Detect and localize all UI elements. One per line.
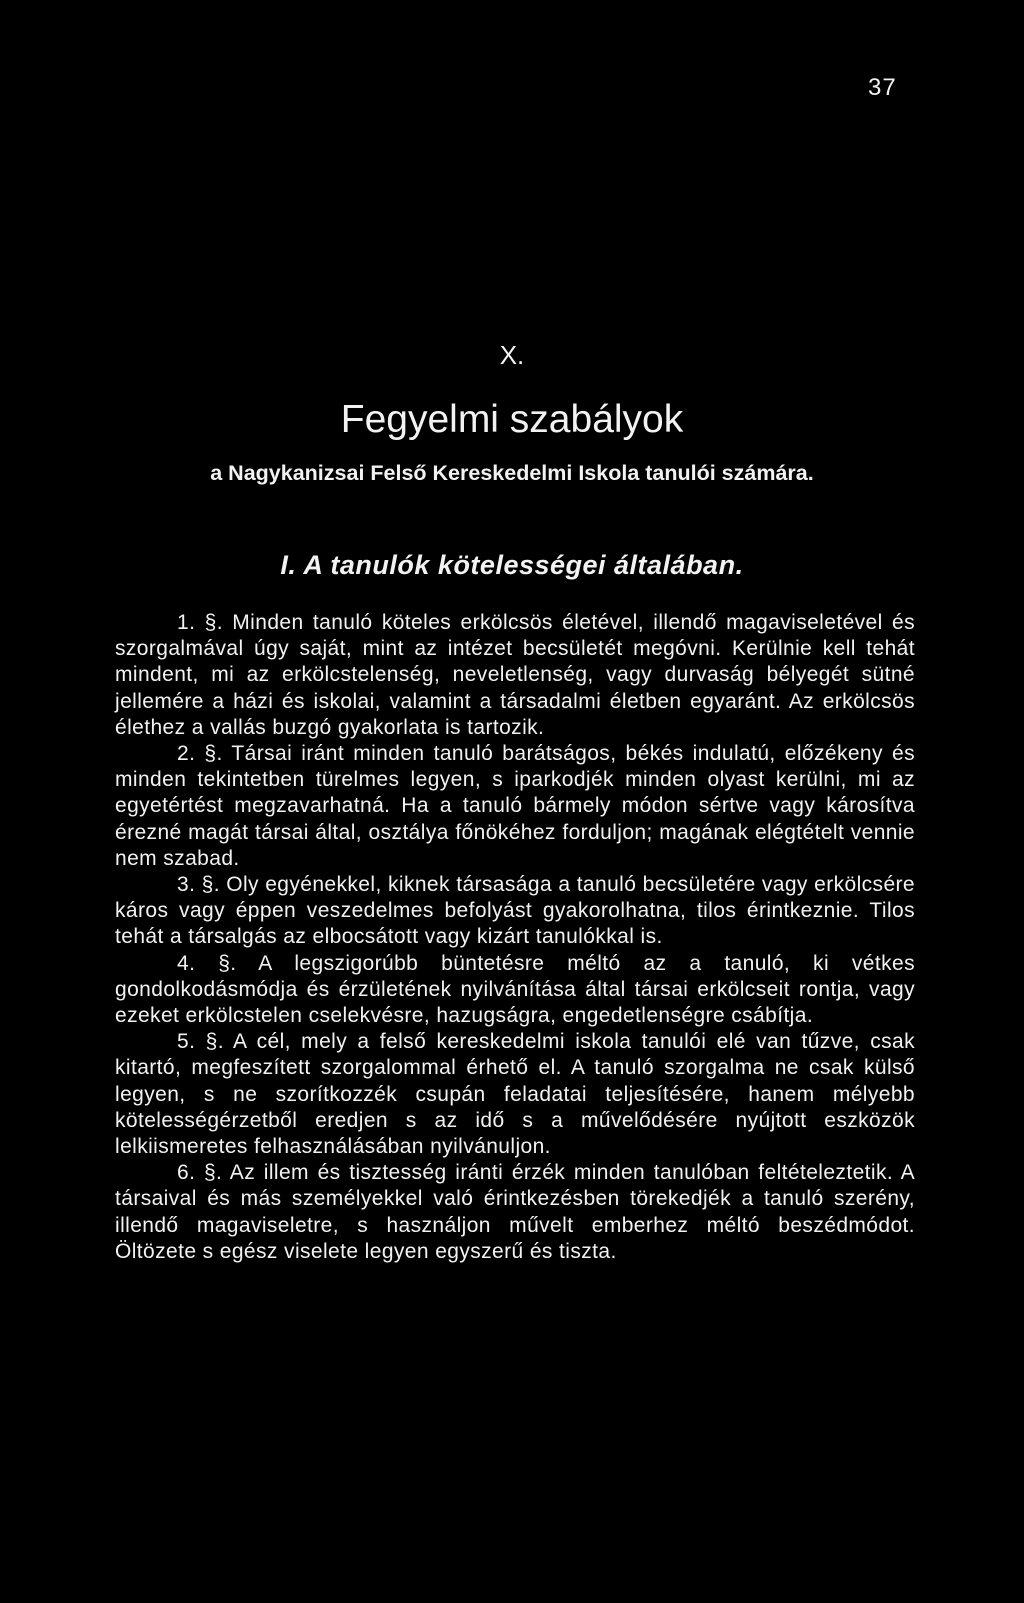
chapter-number: X. xyxy=(499,340,525,370)
paragraph-6: 6. §. Az illem és tisztesség iránti érzék minden tanulóban feltételeztetik. A társaival és más személyekkel való érintkezésben törekedjék a tanuló szerény, illendő magaviseletre, s használjon művelt emberhez méltó beszédmódot. Öltözete s egész viselete legyen egyszerű és tiszta. xyxy=(115,1161,915,1263)
subtitle: a Nagykanizsai Felső Kereskedelmi Iskola tanulói számára. xyxy=(210,461,814,485)
paragraph-4: 4. §. A legszigorúbb büntetésre méltó az a tanuló, ki vétkes gondolkodásmódja és érzületének nyilvánítása által társai erkölcseit rontja, vagy ezeket erkölcstelen cselekvésre, hazugságra, engedetlenségre csábítja. xyxy=(115,951,915,1028)
body-text xyxy=(115,610,915,1265)
paragraph-5: 5. §. A cél, mely a felső kereskedelmi iskola tanulói elé van tűzve, csak kitartó, megfeszített szorgalommal érhető el. A tanuló szorgalma ne csak külső legyen, s ne szorítkozzék csupán feladatai teljesítésére, hanem mélyebb kötelességérzetből eredjen s az idő s a művelődésére nyújtott eszközök lelkiismeretes felhasználásában nyilvánuljon. xyxy=(115,1030,915,1159)
page-title: Fegyelmi szabályok xyxy=(340,398,684,441)
paragraph-1: 1. §. Minden tanuló köteles erkölcsös életével, illendő magaviseletével és szorgalmával úgy saját, mint az intézet becsületét megóvni. Kerülnie kell tehát mindent, mi az erkölcstelenség, neveletlenség, vagy durvaság bélyegét sütné jellemére a házi és iskolai, valamint a társadalmi életben egyaránt. Az erkölcsös élethez a vallás buzgó gyakorlata is tartozik. xyxy=(115,611,915,739)
page-number: 37 xyxy=(868,74,897,101)
paragraph-3: 3. §. Oly egyénekkel, kiknek társasága a tanuló becsületére vagy erkölcsére káros vagy éppen veszedelmes befolyást gyakorolhatna, tilos érintkeznie. Tilos tehát a társalgás az elbocsátott vagy kizárt tanulókkal is. xyxy=(115,873,915,949)
paragraph-2: 2. §. Társai iránt minden tanuló barátságos, békés indulatú, előzékeny és minden tekintetben türelmes legyen, s iparkodjék minden olyast kerülni, mi az egyetértést megzavarhatná. Ha a tanuló bármely módon sértve vagy károsítva érezné magát társai által, osztálya főnökéhez forduljon; magának elégtételt vennie nem szabad. xyxy=(115,742,915,870)
section-heading: I. A tanulók kötelességei általában. xyxy=(280,550,744,580)
